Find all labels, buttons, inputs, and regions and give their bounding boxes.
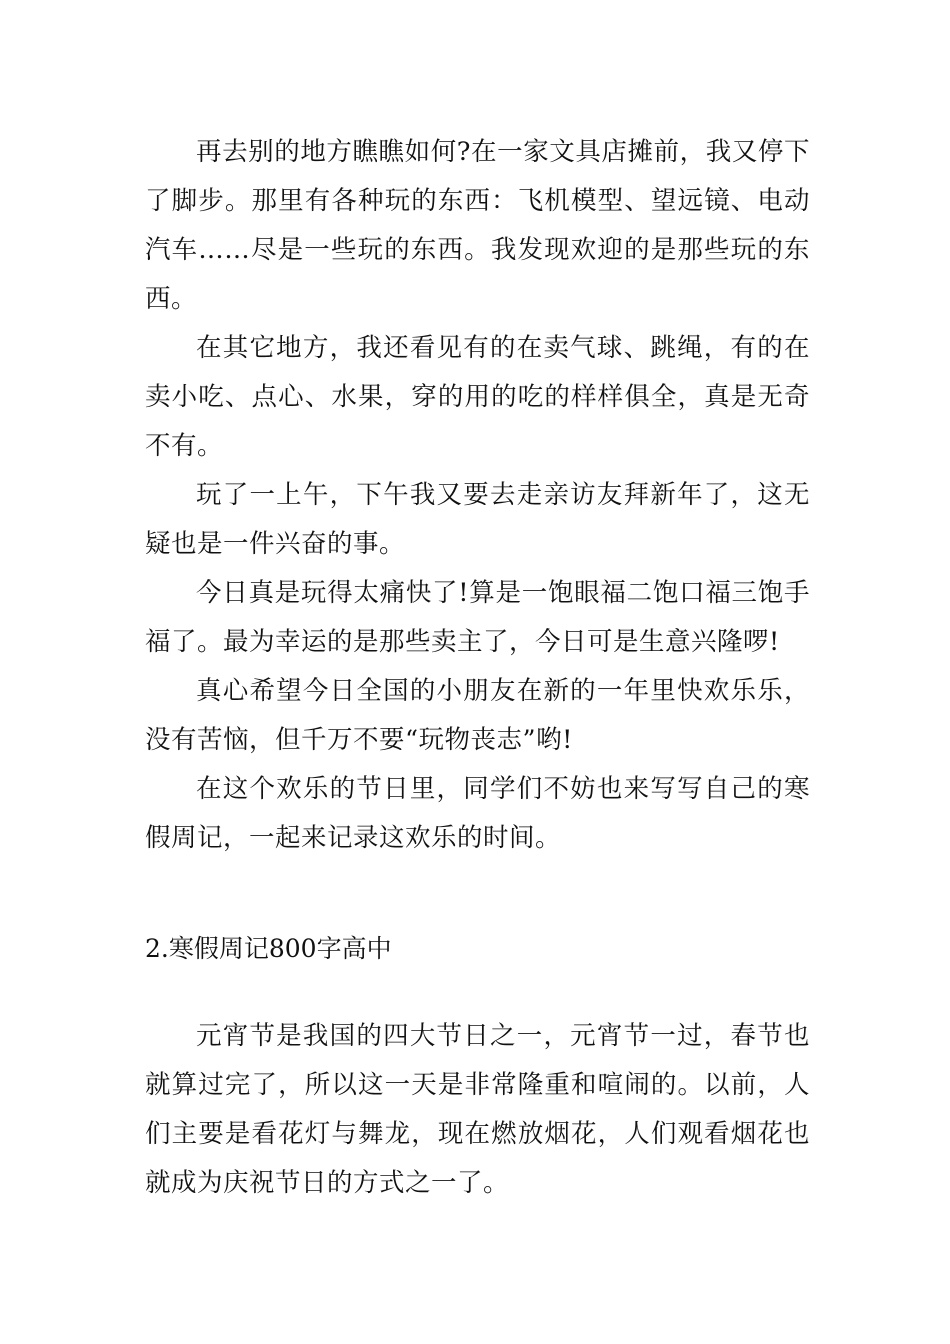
paragraph-stationery-stall: 再去别的地方瞧瞧如何?在一家文具店摊前，我又停下了脚步。那里有各种玩的东西：飞机模型、望远镜、电动汽车……尽是一些玩的东西。我发现欢迎的是那些玩的东西。 (145, 137, 810, 314)
paragraph-invitation: 在这个欢乐的节日里，同学们不妨也来写写自己的寒假周记，一起来记录这欢乐的时间。 (145, 774, 810, 853)
paragraph-new-year-wish: 真心希望今日全国的小朋友在新的一年里快欢乐乐，没有苦恼，但千万不要“玩物丧志”哟! (145, 676, 810, 755)
paragraph-lantern-festival: 元宵节是我国的四大节日之一，元宵节一过，春节也就算过完了，所以这一天是非常隆重和喧闹的。以前，人们主要是看花灯与舞龙，现在燃放烟花，人们观看烟花也就成为庆祝节日的方式之一了。 (145, 1021, 810, 1198)
section-heading: 2.寒假周记800字高中 (145, 934, 392, 963)
paragraph-other-stalls: 在其它地方，我还看见有的在卖气球、跳绳，有的在卖小吃、点心、水果，穿的用的吃的样样俱全，真是无奇不有。 (145, 333, 810, 461)
paragraph-happy-day: 今日真是玩得太痛快了!算是一饱眼福二饱口福三饱手福了。最为幸运的是那些卖主了，今日可是生意兴隆啰! (145, 578, 810, 657)
paragraph-afternoon-visits: 玩了一上午，下午我又要去走亲访友拜新年了，这无疑也是一件兴奋的事。 (145, 480, 810, 559)
